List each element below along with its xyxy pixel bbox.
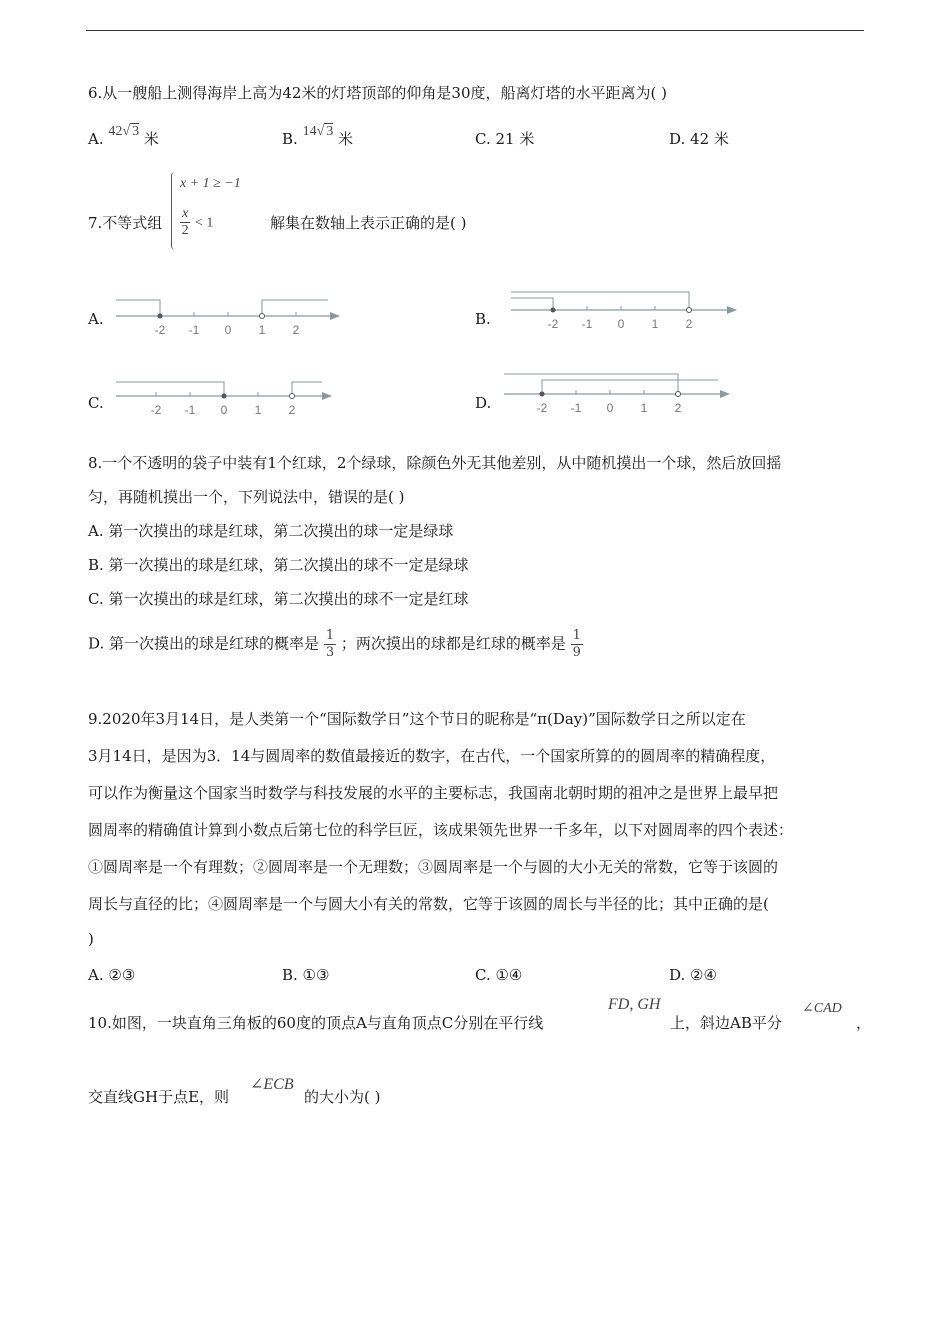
q10-part1: 10.如图，一块直角三角板的60度的顶点A与直角顶点C分别在平行线 <box>88 1014 544 1032</box>
header-rule <box>86 30 864 31</box>
q7-option-b-numberline[interactable] <box>505 284 745 338</box>
q9-option-c[interactable]: C. ①④ <box>475 966 523 984</box>
axis-arrow <box>720 390 730 398</box>
solution-ray-left <box>116 382 224 396</box>
solid-point <box>222 394 227 399</box>
q9-option-d[interactable]: D. ②④ <box>669 966 717 984</box>
tick-label: 2 <box>288 403 296 417</box>
q7-brace <box>171 172 178 250</box>
q7-option-d-numberline[interactable] <box>500 368 740 424</box>
q10-line2-part2: 的大小为( ) <box>304 1088 381 1106</box>
q6-b-unit: 米 <box>338 130 354 148</box>
tick-label: -1 <box>188 323 200 337</box>
open-point <box>676 392 681 397</box>
q8-stem-line2: 匀，再随机摸出一个，下列说法中，错误的是( ) <box>88 488 405 506</box>
tick-label: 0 <box>617 317 625 331</box>
q6-a-value: 42 <box>108 124 123 139</box>
q8-option-b[interactable]: B. 第一次摸出的球是红球，第二次摸出的球不一定是绿球 <box>88 556 469 574</box>
tick-label: 2 <box>292 323 300 337</box>
q8-option-a[interactable]: A. 第一次摸出的球是红球，第二次摸出的球一定是绿球 <box>88 522 454 540</box>
q6-c-text: 21 米 <box>495 130 535 148</box>
q9-line: 可以作为衡量这个国家当时数学与科技发展的水平的主要标志，我国南北朝时期的祖冲之是世界上最早把 <box>88 784 779 802</box>
q10-part3: ， <box>856 1014 872 1032</box>
axis-arrow <box>727 306 737 314</box>
tick-label: 2 <box>685 317 693 331</box>
q9-option-b[interactable]: B. ①③ <box>282 966 330 984</box>
tick-label: -1 <box>570 401 582 415</box>
solution-ray-right <box>292 382 322 396</box>
q6-option-c[interactable] <box>475 128 534 149</box>
q8-option-c[interactable]: C. 第一次摸出的球是红球，第二次摸出的球不一定是红球 <box>88 590 469 608</box>
tick-label: -2 <box>150 403 162 417</box>
q9-line: ) <box>88 930 94 948</box>
axis-arrow <box>322 392 332 400</box>
option-letter: A. <box>88 130 104 148</box>
q7-line1: x + 1 ≥ −1 <box>180 176 241 191</box>
open-point <box>687 308 692 313</box>
q9-option-a[interactable]: A. ②③ <box>88 966 136 984</box>
q6-a-radical: 3 <box>132 124 140 139</box>
q7-option-d-letter[interactable]: D. <box>475 394 492 412</box>
open-point <box>260 314 265 319</box>
q8-option-d[interactable]: D. 第一次摸出的球是红球的概率是 $\frac{1}{3}$ ；两次摸出的球都是红球的概率是 $\frac{1}{9}$ <box>88 628 581 660</box>
q7-fraction: $\frac{x}{2}$ <box>181 206 189 238</box>
q8-stem-line1: 8.一个不透明的袋子中装有1个红球，2个绿球，除颜色外无其他差别，从中随机摸出一个球，然后放回摇 <box>88 454 782 472</box>
q9-line: ①圆周率是一个有理数；②圆周率是一个无理数；③圆周率是一个与圆的大小无关的常数，它等于该圆的 <box>88 858 779 876</box>
q7-suffix: 解集在数轴上表示正确的是( ) <box>270 214 467 232</box>
q6-option-a[interactable]: A. 42√ 3 米 <box>88 124 159 148</box>
q6-option-d[interactable] <box>669 128 729 149</box>
q9-line: 圆周率的精确值计算到小数点后第七位的科学巨匠，该成果领先世界一千多年，以下对圆周率的四个表述： <box>88 821 794 839</box>
option-letter: D. <box>669 130 686 148</box>
q10-math-angle-ecb: ∠ECB <box>250 1076 294 1093</box>
solid-point <box>158 314 163 319</box>
solution-ray-lower-bound <box>504 374 678 394</box>
option-letter: C. <box>475 130 491 148</box>
q10-line2-part1: 交直线GH于点E，则 <box>88 1088 230 1106</box>
tick-label: 1 <box>258 323 266 337</box>
solution-ray-left-upper <box>511 292 689 310</box>
q7-line2: $\frac{x}{2}$ < 1 <box>181 206 214 238</box>
fraction-one-third: $\frac{1}{3}$ <box>325 628 335 660</box>
solution-ray-left-lower <box>511 298 553 310</box>
q6-stem: 6.从一艘船上测得海岸上高为42米的灯塔顶部的仰角是30度，船离灯塔的水平距离为( ) <box>88 84 667 102</box>
q7-option-c-letter[interactable]: C. <box>88 394 104 412</box>
tick-label: -2 <box>154 323 166 337</box>
q7-option-b-letter[interactable]: B. <box>475 310 491 328</box>
fraction-one-ninth: $\frac{1}{9}$ <box>572 628 581 660</box>
tick-label: 1 <box>640 401 648 415</box>
tick-label: 0 <box>606 401 614 415</box>
q6-b-radical: 3 <box>326 124 334 139</box>
solution-ray-right <box>262 300 328 316</box>
q7-option-a-numberline[interactable] <box>110 290 350 340</box>
q7-option-c-numberline[interactable] <box>110 374 350 424</box>
q7-prefix: 7.不等式组 <box>88 214 163 232</box>
q9-line: 9.2020年3月14日，是人类第一个“国际数学日”这个节日的昵称是“π(Day)”国际数学日之所以定在 <box>88 710 746 728</box>
tick-label: -2 <box>536 401 548 415</box>
q10-part2: 上，斜边AB平分 <box>670 1014 782 1032</box>
tick-label: 1 <box>651 317 659 331</box>
open-point <box>290 394 295 399</box>
tick-label: 0 <box>220 403 228 417</box>
solid-point <box>551 308 556 313</box>
option-letter: B. <box>282 130 298 148</box>
q10-math-parallel-lines: FD, GH <box>608 996 661 1013</box>
solution-ray-left <box>116 300 160 316</box>
tick-label: -2 <box>547 317 559 331</box>
tick-label: -1 <box>184 403 196 417</box>
tick-label: -1 <box>581 317 593 331</box>
q9-line: 3月14日，是因为3．14与圆周率的数值最接近的数字，在古代，一个国家所算的的圆周率的精确程度， <box>88 747 776 765</box>
q10-math-angle-cad: ∠CAD <box>802 1001 842 1016</box>
tick-label: 1 <box>254 403 262 417</box>
tick-label: 0 <box>224 323 232 337</box>
axis-arrow <box>330 312 340 320</box>
q6-b-value: 14 <box>302 124 317 139</box>
q9-line: 周长与直径的比；④圆周率是一个与圆大小有关的常数，它等于该圆的周长与半径的比；其中正确的是( <box>88 895 769 913</box>
q6-a-unit: 米 <box>143 130 159 148</box>
solid-point <box>540 392 545 397</box>
solution-ray-upper-bound <box>542 380 718 394</box>
q6-d-text: 42 米 <box>690 130 729 148</box>
q6-option-b[interactable]: B. 14√ 3 米 <box>282 124 354 148</box>
q7-option-a-letter[interactable]: A. <box>88 310 104 328</box>
tick-label: 2 <box>674 401 682 415</box>
